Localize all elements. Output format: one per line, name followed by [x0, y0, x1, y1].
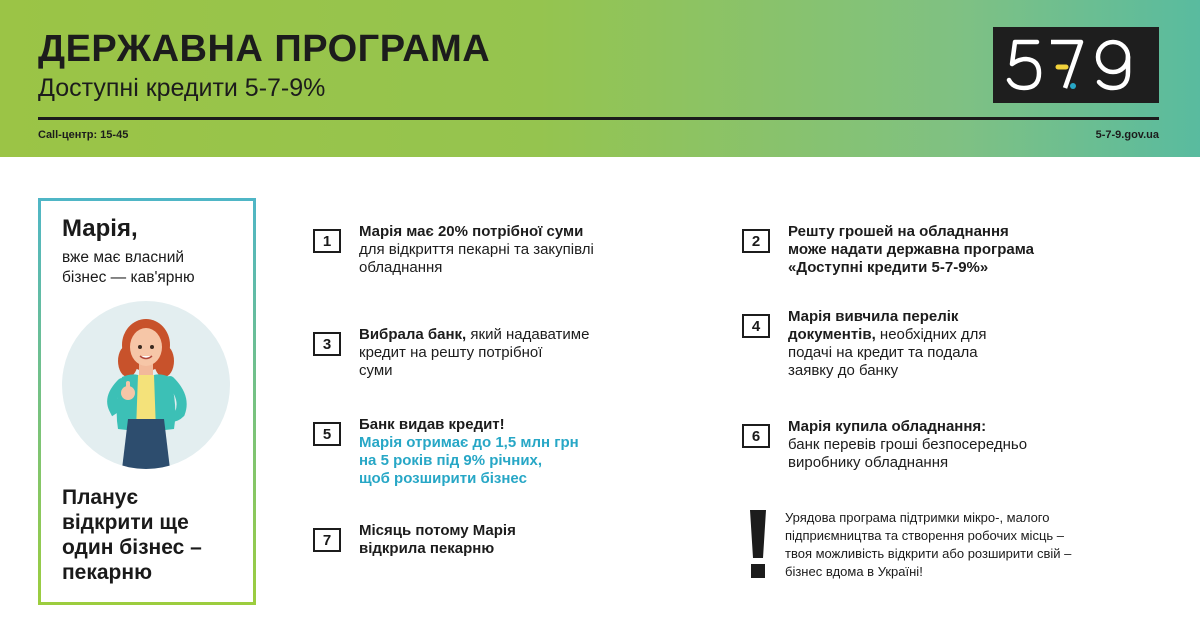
step-line [359, 540, 516, 558]
card-description [62, 248, 242, 288]
step-line-main: заявку до банку [788, 362, 899, 379]
step-text [359, 223, 594, 277]
step-line [788, 454, 1027, 472]
step-text [359, 416, 579, 488]
step-line [359, 344, 589, 362]
step-line-main: Вибрала банк, [359, 326, 467, 343]
website-link[interactable]: 5-7-9.gov.ua [1095, 129, 1159, 141]
step-line-rest: необхідних для [875, 326, 987, 343]
step-text [788, 418, 1027, 472]
program-note [785, 509, 1071, 581]
program-subtitle: Доступні кредити 5-7-9% [38, 74, 326, 102]
579-logo-icon [1001, 34, 1151, 96]
step-number-box: 1 [313, 229, 341, 253]
card-name: Марія, [62, 215, 138, 242]
step-line-main: суми [359, 362, 393, 379]
card-plan-line: один бізнес – [62, 536, 202, 559]
579-logo [993, 27, 1159, 103]
step-text [359, 326, 589, 380]
step-line [359, 416, 579, 434]
step-text [788, 223, 1034, 277]
note-line: підприємництва та створення робочих місць – [785, 528, 1065, 543]
exclamation-icon [748, 510, 768, 578]
note-line: бізнес вдома в Україні! [785, 564, 923, 579]
step-line-main: може надати державна програма [788, 241, 1034, 258]
step-line [359, 362, 589, 380]
step-line-main: на 5 років під 9% річних, [359, 452, 543, 469]
card-plan-line: відкрити ще [62, 511, 189, 534]
header-divider [38, 117, 1159, 120]
step-line [788, 362, 987, 380]
step-line [359, 259, 594, 277]
card-plan-line: пекарню [62, 561, 152, 584]
step-line-main: Місяць потому Марія [359, 522, 516, 539]
step-line-main: кредит на решту потрібної [359, 344, 543, 361]
step-line [359, 452, 579, 470]
program-title: ДЕРЖАВНА ПРОГРАМА [38, 28, 491, 70]
step-line [359, 241, 594, 259]
step-line [788, 436, 1027, 454]
step-line [788, 418, 1027, 436]
step-line-main: банк перевів гроші безпосередньо [788, 436, 1028, 453]
step-line-main: Решту грошей на обладнання [788, 223, 1009, 240]
card-description-line: вже має власний [62, 249, 185, 266]
card-description-line: бізнес — кав'ярню [62, 269, 195, 286]
call-center-text: Call-центр: 15-45 [38, 129, 129, 141]
note-line: Урядова програма підтримки мікро-, малого [785, 510, 1050, 525]
step-line-main: обладнання [359, 259, 443, 276]
step-line-main: документів, [788, 326, 876, 343]
step-text [359, 522, 516, 558]
step-line-main: відкрила пекарню [359, 540, 495, 557]
step-line [359, 434, 579, 452]
step-number-box: 6 [742, 424, 770, 448]
step-number-box: 5 [313, 422, 341, 446]
step-line-main: для відкриття пекарні та закупівлі [359, 241, 594, 258]
step-line [788, 223, 1034, 241]
step-line-main: Марія має 20% потрібної суми [359, 223, 584, 240]
step-number-box: 7 [313, 528, 341, 552]
step-line-main: щоб розширити бізнес [359, 470, 527, 487]
step-line [788, 344, 987, 362]
step-text [788, 308, 987, 380]
step-number-box: 3 [313, 332, 341, 356]
header-banner [0, 0, 1200, 157]
step-number-box: 2 [742, 229, 770, 253]
step-line-main: Марія вивчила перелік [788, 308, 959, 325]
step-line [788, 326, 987, 344]
step-line [359, 522, 516, 540]
step-line-main: подачі на кредит та подала [788, 344, 978, 361]
woman-thumbs-up-icon [62, 301, 230, 469]
maria-card [38, 198, 256, 605]
step-line-main: «Доступні кредити 5-7-9%» [788, 259, 989, 276]
step-line [359, 223, 594, 241]
step-line-main: Марія купила обладнання: [788, 418, 987, 435]
step-line [788, 241, 1034, 259]
note-line: твоя можливість відкрити або розширити свій – [785, 546, 1072, 561]
step-number-box: 4 [742, 314, 770, 338]
step-line [788, 259, 1034, 277]
card-plan [62, 485, 252, 585]
step-line [788, 308, 987, 326]
step-line-main: Марія отримає до 1,5 млн грн [359, 434, 579, 451]
card-plan-line: Планує [62, 486, 139, 509]
step-line [359, 470, 579, 488]
step-line-rest: який надаватиме [466, 326, 590, 343]
step-line-main: Банк видав кредит! [359, 416, 505, 433]
step-line-main: виробнику обладнання [788, 454, 949, 471]
step-line [359, 326, 589, 344]
